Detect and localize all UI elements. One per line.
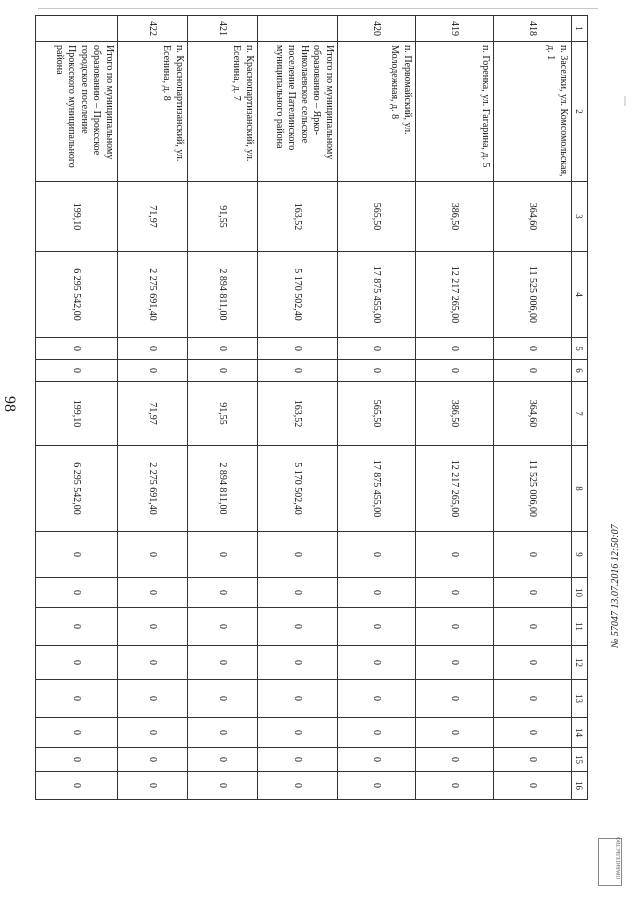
- cell-c7: 364,60: [494, 382, 572, 446]
- cell-number: 420: [338, 16, 416, 42]
- document-stamp: № 57047 13.07.2016 12:50:07: [610, 524, 621, 648]
- cell-c16: 0: [258, 772, 338, 800]
- cell-c15: 0: [494, 748, 572, 772]
- cell-c9: 0: [338, 532, 416, 578]
- cell-c11: 0: [188, 608, 258, 646]
- cell-c15: 0: [416, 748, 494, 772]
- cell-c15: 0: [118, 748, 188, 772]
- cell-c14: 0: [494, 718, 572, 748]
- cell-c4: 17 875 455,00: [338, 252, 416, 338]
- cell-c5: 0: [416, 338, 494, 360]
- col-header: 9: [572, 532, 588, 578]
- cell-c3: 565,50: [338, 182, 416, 252]
- logo-text: ПРАВИТЕЛЬСТВО: [617, 837, 622, 879]
- cell-c3: 386,50: [416, 182, 494, 252]
- cell-c4: 6 295 542,00: [36, 252, 118, 338]
- cell-number: 421: [188, 16, 258, 42]
- cell-c13: 0: [338, 680, 416, 718]
- cell-c5: 0: [258, 338, 338, 360]
- cell-c4: 2 894 811,00: [188, 252, 258, 338]
- cell-c9: 0: [118, 532, 188, 578]
- cell-name: п. Заселки, ул. Комсомольская, д. 1: [494, 42, 572, 182]
- col-header: 2: [572, 42, 588, 182]
- cell-c15: 0: [258, 748, 338, 772]
- column-number-row: [572, 16, 588, 800]
- table-row: [416, 16, 494, 800]
- cell-c10: 0: [416, 578, 494, 608]
- cell-c8: 2 894 811,00: [188, 446, 258, 532]
- table-row: [494, 16, 572, 800]
- cell-c3: 91,55: [188, 182, 258, 252]
- cell-c6: 0: [36, 360, 118, 382]
- table-row: [188, 16, 258, 800]
- cell-c15: 0: [36, 748, 118, 772]
- cell-c3: 71,97: [118, 182, 188, 252]
- cell-c10: 0: [338, 578, 416, 608]
- cell-c12: 0: [188, 646, 258, 680]
- cell-c7: 386,50: [416, 382, 494, 446]
- cell-c13: 0: [36, 680, 118, 718]
- cell-c11: 0: [118, 608, 188, 646]
- col-header: 7: [572, 382, 588, 446]
- cell-name: Итого по муниципальному образованию – Ярко-Николаевское сельское поселение Пателинского муниципального района: [258, 42, 338, 182]
- col-header: 3: [572, 182, 588, 252]
- government-logo: [598, 838, 622, 886]
- cell-name: п. Краснопартизанский, ул. Есенина, д. 7: [188, 42, 258, 182]
- cell-c14: 0: [188, 718, 258, 748]
- cell-c13: 0: [494, 680, 572, 718]
- cell-c13: 0: [258, 680, 338, 718]
- cell-c9: 0: [258, 532, 338, 578]
- cell-c7: 163,52: [258, 382, 338, 446]
- cell-c14: 0: [416, 718, 494, 748]
- col-header: 16: [572, 772, 588, 800]
- table-row: [118, 16, 188, 800]
- col-header: 12: [572, 646, 588, 680]
- cell-c16: 0: [188, 772, 258, 800]
- cell-c9: 0: [416, 532, 494, 578]
- cell-c3: 364,60: [494, 182, 572, 252]
- cell-c14: 0: [338, 718, 416, 748]
- cell-number: 419: [416, 16, 494, 42]
- cell-c12: 0: [36, 646, 118, 680]
- cell-name: п. Краснопартизанский, ул. Есенина, д. 8: [118, 42, 188, 182]
- cell-c9: 0: [188, 532, 258, 578]
- cell-c5: 0: [188, 338, 258, 360]
- cell-c8: 17 875 455,00: [338, 446, 416, 532]
- col-header: 11: [572, 608, 588, 646]
- cell-c12: 0: [258, 646, 338, 680]
- cell-c16: 0: [118, 772, 188, 800]
- cell-c16: 0: [494, 772, 572, 800]
- cell-c6: 0: [188, 360, 258, 382]
- cell-c12: 0: [338, 646, 416, 680]
- cell-c6: 0: [118, 360, 188, 382]
- cell-c12: 0: [416, 646, 494, 680]
- cell-c8: 6 295 542,00: [36, 446, 118, 532]
- cell-c11: 0: [36, 608, 118, 646]
- cell-c6: 0: [494, 360, 572, 382]
- cell-c8: 12 217 265,00: [416, 446, 494, 532]
- cell-number: [36, 16, 118, 42]
- cell-name: Итого по муниципальному образованию – Проксское городское поселение Проксского муниципального района: [36, 42, 118, 182]
- cell-c16: 0: [416, 772, 494, 800]
- cell-c4: 12 217 265,00: [416, 252, 494, 338]
- cell-number: [258, 16, 338, 42]
- cell-c10: 0: [494, 578, 572, 608]
- total-row: [258, 16, 338, 800]
- col-header: 5: [572, 338, 588, 360]
- col-header: 15: [572, 748, 588, 772]
- col-header: 6: [572, 360, 588, 382]
- rotated-table-container: [36, 15, 588, 795]
- cell-c8: 11 525 006,00: [494, 446, 572, 532]
- cell-number: 418: [494, 16, 572, 42]
- cell-c14: 0: [36, 718, 118, 748]
- cell-c13: 0: [416, 680, 494, 718]
- total-row: [36, 16, 118, 800]
- cell-c5: 0: [338, 338, 416, 360]
- cell-c3: 163,52: [258, 182, 338, 252]
- col-header: 4: [572, 252, 588, 338]
- col-header: 13: [572, 680, 588, 718]
- cell-name: п. Первомайский, ул. Молодежная, д. 8: [338, 42, 416, 182]
- cell-c9: 0: [494, 532, 572, 578]
- col-header: 1: [572, 16, 588, 42]
- cell-c15: 0: [188, 748, 258, 772]
- col-header: 8: [572, 446, 588, 532]
- cell-c13: 0: [188, 680, 258, 718]
- cell-c9: 0: [36, 532, 118, 578]
- cell-c12: 0: [494, 646, 572, 680]
- cell-c11: 0: [258, 608, 338, 646]
- cell-c5: 0: [36, 338, 118, 360]
- cell-c13: 0: [118, 680, 188, 718]
- cell-c5: 0: [118, 338, 188, 360]
- cell-c7: 71,97: [118, 382, 188, 446]
- cell-c15: 0: [338, 748, 416, 772]
- cell-c11: 0: [338, 608, 416, 646]
- col-header: 14: [572, 718, 588, 748]
- col-header: 10: [572, 578, 588, 608]
- cell-number: 422: [118, 16, 188, 42]
- cell-c7: 565,50: [338, 382, 416, 446]
- cell-name: п. Горенка, ул. Гагарина, д. 5: [416, 42, 494, 182]
- cell-c10: 0: [36, 578, 118, 608]
- cell-c16: 0: [338, 772, 416, 800]
- cell-c11: 0: [416, 608, 494, 646]
- scan-artifact: [624, 96, 626, 106]
- cell-c4: 2 275 691,40: [118, 252, 188, 338]
- cell-c14: 0: [118, 718, 188, 748]
- cell-c14: 0: [258, 718, 338, 748]
- cell-c3: 199,10: [36, 182, 118, 252]
- cell-c5: 0: [494, 338, 572, 360]
- cell-c12: 0: [118, 646, 188, 680]
- cell-c10: 0: [188, 578, 258, 608]
- cell-c11: 0: [494, 608, 572, 646]
- cell-c6: 0: [416, 360, 494, 382]
- cell-c4: 11 525 006,00: [494, 252, 572, 338]
- cell-c16: 0: [36, 772, 118, 800]
- data-table: [35, 15, 588, 800]
- cell-c6: 0: [258, 360, 338, 382]
- cell-c6: 0: [338, 360, 416, 382]
- cell-c10: 0: [258, 578, 338, 608]
- cell-c7: 199,10: [36, 382, 118, 446]
- cell-c8: 2 275 691,40: [118, 446, 188, 532]
- cell-c7: 91,55: [188, 382, 258, 446]
- cell-c4: 5 170 502,40: [258, 252, 338, 338]
- page-number: 98: [1, 396, 18, 412]
- table-row: [338, 16, 416, 800]
- cell-c10: 0: [118, 578, 188, 608]
- cell-c8: 5 170 502,40: [258, 446, 338, 532]
- scan-edge-line: [38, 8, 598, 9]
